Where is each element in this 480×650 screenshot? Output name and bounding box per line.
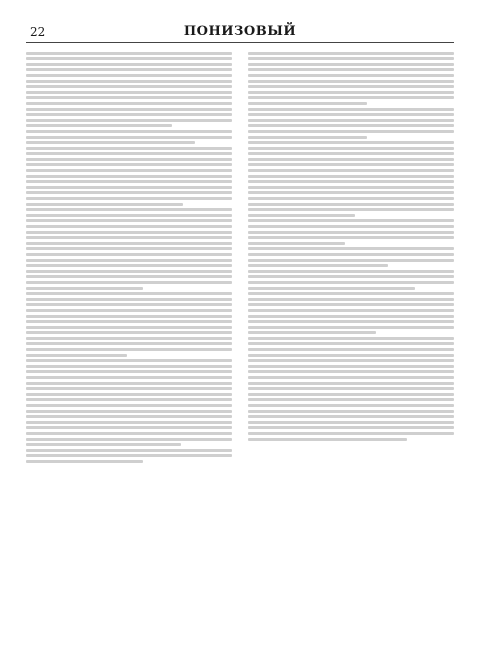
entry-text-line <box>248 287 415 290</box>
dictionary-entry <box>26 449 232 463</box>
entry-text-line <box>26 96 232 99</box>
entry-text-line <box>26 231 232 234</box>
entry-text-line <box>26 460 143 463</box>
entry-text-line <box>248 398 454 401</box>
entry-text-line <box>248 169 454 172</box>
entry-text-line <box>26 225 232 228</box>
entry-text-line <box>26 158 232 161</box>
entry-text-line <box>248 74 454 77</box>
entry-text-line <box>26 398 232 401</box>
entry-text-line <box>248 130 454 133</box>
entry-text-line <box>26 236 232 239</box>
entry-text-line <box>248 219 454 222</box>
entry-text-line <box>26 63 232 66</box>
entry-text-line <box>248 136 367 139</box>
entry-text-line <box>26 454 232 457</box>
entry-text-line <box>26 253 232 256</box>
dictionary-entry <box>248 292 454 334</box>
entry-text-line <box>26 387 232 390</box>
entry-text-line <box>26 208 232 211</box>
entry-text-line <box>26 449 232 452</box>
entry-text-line <box>26 119 232 122</box>
entry-text-line <box>26 68 232 71</box>
entry-text-line <box>248 404 454 407</box>
entry-text-line <box>248 203 454 206</box>
entry-text-line <box>248 253 454 256</box>
entry-text-line <box>248 113 454 116</box>
entry-text-line <box>248 376 454 379</box>
entry-text-line <box>248 421 454 424</box>
dictionary-entry <box>248 141 454 217</box>
entry-text-line <box>26 309 232 312</box>
entry-text-line <box>248 152 454 155</box>
entry-text-line <box>248 91 454 94</box>
entry-text-line <box>26 169 232 172</box>
dictionary-entry <box>248 247 454 267</box>
entry-text-line <box>248 80 454 83</box>
entry-text-line <box>248 315 454 318</box>
entry-text-line <box>26 57 232 60</box>
entry-text-line <box>248 52 454 55</box>
entry-text-line <box>26 287 143 290</box>
entry-text-line <box>248 57 454 60</box>
entry-text-line <box>248 186 454 189</box>
entry-text-line <box>248 175 454 178</box>
entry-text-line <box>248 68 454 71</box>
entry-text-line <box>26 331 232 334</box>
entry-text-line <box>248 124 454 127</box>
entry-text-line <box>248 119 454 122</box>
entry-text-line <box>26 74 232 77</box>
entry-text-line <box>248 270 454 273</box>
entry-text-line <box>26 264 232 267</box>
entry-text-line <box>248 242 345 245</box>
entry-text-line <box>26 382 232 385</box>
entry-text-line <box>248 281 454 284</box>
entry-text-line <box>26 203 183 206</box>
entry-text-line <box>248 259 454 262</box>
entry-text-line <box>26 438 232 441</box>
entry-text-line <box>248 432 454 435</box>
entry-text-line <box>26 376 232 379</box>
entry-text-line <box>248 326 454 329</box>
entry-text-line <box>26 354 127 357</box>
entry-text-line <box>26 124 172 127</box>
entry-text-line <box>26 415 232 418</box>
entry-text-line <box>26 303 232 306</box>
entry-text-line <box>248 309 454 312</box>
entry-text-line <box>26 186 232 189</box>
dictionary-entry <box>248 337 454 441</box>
entry-text-line <box>26 214 232 217</box>
dictionary-entry <box>26 292 232 357</box>
entry-text-line <box>248 370 454 373</box>
entry-text-line <box>26 365 232 368</box>
entry-text-line <box>26 136 232 139</box>
entry-text-line <box>26 410 232 413</box>
entry-text-line <box>248 359 454 362</box>
entry-text-line <box>26 281 232 284</box>
entry-text-line <box>26 337 232 340</box>
entry-text-line <box>26 113 232 116</box>
entry-text-line <box>248 147 454 150</box>
entry-text-line <box>248 141 454 144</box>
entry-text-line <box>248 236 454 239</box>
entry-text-line <box>26 393 232 396</box>
dictionary-entry <box>26 147 232 206</box>
entry-text-line <box>248 354 454 357</box>
left-column <box>26 49 232 645</box>
entry-text-line <box>248 158 454 161</box>
entry-text-line <box>26 315 232 318</box>
dictionary-entry <box>26 52 232 128</box>
entry-text-line <box>248 191 454 194</box>
entry-text-line <box>248 231 454 234</box>
right-column <box>248 49 454 645</box>
entry-text-line <box>26 219 232 222</box>
entry-text-line <box>26 191 232 194</box>
entry-text-line <box>26 292 232 295</box>
entry-text-line <box>26 270 232 273</box>
entry-text-line <box>248 247 454 250</box>
entry-text-line <box>248 197 454 200</box>
entry-text-line <box>26 52 232 55</box>
entry-text-line <box>26 175 232 178</box>
entry-text-line <box>248 264 388 267</box>
entry-text-line <box>26 370 232 373</box>
entry-text-line <box>26 91 232 94</box>
dictionary-entry <box>248 219 454 244</box>
entry-text-line <box>26 85 232 88</box>
entry-text-line <box>248 393 454 396</box>
entry-text-line <box>248 382 454 385</box>
text-columns <box>26 49 454 645</box>
entry-text-line <box>248 365 454 368</box>
entry-text-line <box>26 147 232 150</box>
entry-text-line <box>26 197 232 200</box>
entry-text-line <box>248 320 454 323</box>
entry-text-line <box>248 415 454 418</box>
entry-text-line <box>248 410 454 413</box>
entry-text-line <box>26 443 181 446</box>
entry-text-line <box>248 63 454 66</box>
entry-text-line <box>26 426 232 429</box>
entry-text-line <box>248 342 454 345</box>
entry-text-line <box>248 163 454 166</box>
entry-text-line <box>248 208 454 211</box>
entry-text-line <box>26 404 232 407</box>
entry-text-line <box>26 80 232 83</box>
entry-text-line <box>248 85 454 88</box>
entry-text-line <box>248 426 454 429</box>
running-head-word: ПОНИЗОВЫЙ <box>183 24 297 39</box>
entry-text-line <box>248 108 454 111</box>
dictionary-entry <box>26 208 232 289</box>
entry-text-line <box>248 438 407 441</box>
entry-text-line <box>248 180 454 183</box>
entry-text-line <box>26 298 232 301</box>
entry-text-line <box>248 303 454 306</box>
entry-text-line <box>26 432 232 435</box>
dictionary-entry <box>248 52 454 105</box>
entry-text-line <box>248 96 454 99</box>
entry-text-line <box>248 102 367 105</box>
entry-text-line <box>26 342 232 345</box>
entry-text-line <box>26 348 232 351</box>
entry-text-line <box>26 163 232 166</box>
entry-text-line <box>248 348 454 351</box>
dictionary-entry <box>248 108 454 139</box>
entry-text-line <box>26 259 232 262</box>
entry-text-line <box>26 421 232 424</box>
dictionary-entry <box>26 359 232 446</box>
entry-text-line <box>26 326 232 329</box>
page-number: 22 <box>30 25 46 39</box>
entry-text-line <box>248 298 454 301</box>
entry-text-line <box>248 292 454 295</box>
entry-text-line <box>248 337 454 340</box>
entry-text-line <box>26 247 232 250</box>
entry-text-line <box>26 320 232 323</box>
entry-text-line <box>248 387 454 390</box>
dictionary-entry <box>248 270 454 290</box>
entry-text-line <box>26 130 232 133</box>
entry-text-line <box>26 180 232 183</box>
entry-text-line <box>248 225 454 228</box>
entry-text-line <box>26 275 232 278</box>
entry-text-line <box>26 152 232 155</box>
entry-text-line <box>248 331 376 334</box>
entry-text-line <box>26 242 232 245</box>
entry-text-line <box>248 275 454 278</box>
entry-text-line <box>26 141 195 144</box>
running-head <box>26 24 454 43</box>
dictionary-entry <box>26 130 232 144</box>
entry-text-line <box>248 214 355 217</box>
entry-text-line <box>26 359 232 362</box>
entry-text-line <box>26 102 232 105</box>
entry-text-line <box>26 108 232 111</box>
